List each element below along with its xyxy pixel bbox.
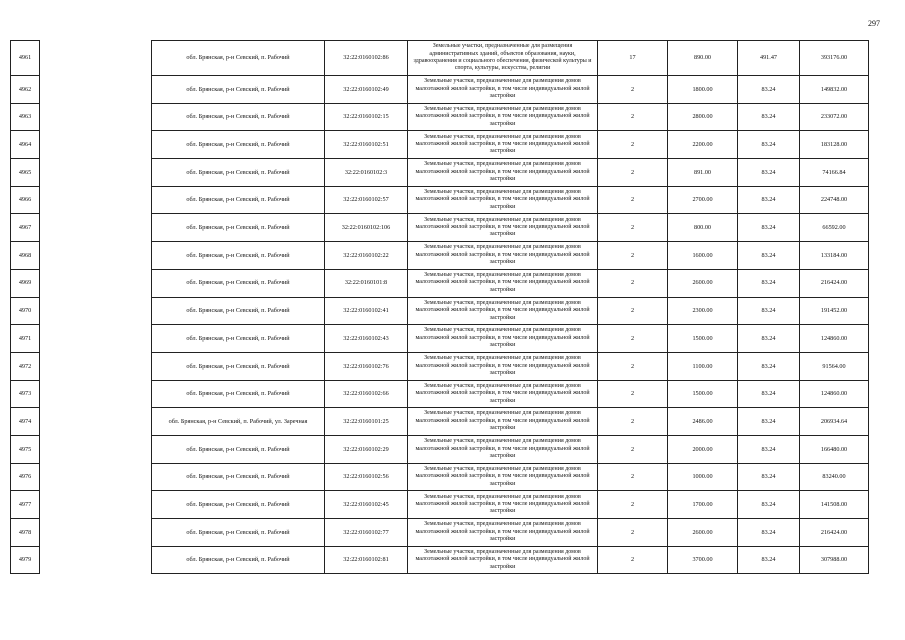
area-cell: 3700.00 <box>668 546 738 574</box>
specific-value-cell: 83.24 <box>738 103 800 131</box>
cadastral-value-cell: 66592.00 <box>800 214 869 242</box>
spacer-cell <box>40 131 152 159</box>
area-cell: 800.00 <box>668 214 738 242</box>
area-cell: 2600.00 <box>668 269 738 297</box>
cadastral-value-cell: 206934.64 <box>800 408 869 436</box>
table-row <box>11 352 869 380</box>
purpose-group-cell: 2 <box>598 242 668 270</box>
cadastral-value-table <box>10 40 869 574</box>
spacer-cell <box>40 380 152 408</box>
row-number-cell: 4978 <box>11 519 40 547</box>
area-cell: 1600.00 <box>668 242 738 270</box>
spacer-cell <box>40 297 152 325</box>
spacer-cell <box>40 546 152 574</box>
specific-value-cell: 83.24 <box>738 380 800 408</box>
row-number-cell: 4968 <box>11 242 40 270</box>
spacer-cell <box>40 76 152 104</box>
table-row <box>11 463 869 491</box>
purpose-group-cell: 2 <box>598 519 668 547</box>
address-cell: обл. Брянская, р-н Севский, п. Рабочий <box>152 463 325 491</box>
cadastral-value-cell: 149832.00 <box>800 76 869 104</box>
spacer-cell <box>40 519 152 547</box>
specific-value-cell: 83.24 <box>738 408 800 436</box>
table-row <box>11 103 869 131</box>
table-row <box>11 380 869 408</box>
cadastral-value-cell: 191452.00 <box>800 297 869 325</box>
page-number: 297 <box>868 19 880 28</box>
cadastral-number-cell: 32:22:0160102:45 <box>325 491 408 519</box>
spacer-cell <box>40 463 152 491</box>
table-row <box>11 76 869 104</box>
cadastral-number-cell: 32:22:0160102:49 <box>325 76 408 104</box>
spacer-cell <box>40 242 152 270</box>
cadastral-number-cell: 32:22:0160102:22 <box>325 242 408 270</box>
area-cell: 2486.00 <box>668 408 738 436</box>
row-number-cell: 4977 <box>11 491 40 519</box>
cadastral-value-cell: 133184.00 <box>800 242 869 270</box>
purpose-group-cell: 17 <box>598 41 668 76</box>
cadastral-number-cell: 32:22:0160102:29 <box>325 435 408 463</box>
table-row <box>11 159 869 187</box>
row-number-cell: 4961 <box>11 41 40 76</box>
row-number-cell: 4974 <box>11 408 40 436</box>
address-cell: обл. Брянская, р-н Севский, п. Рабочий <box>152 41 325 76</box>
specific-value-cell: 83.24 <box>738 352 800 380</box>
cadastral-value-cell: 224748.00 <box>800 186 869 214</box>
address-cell: обл. Брянская, р-н Севский, п. Рабочий <box>152 76 325 104</box>
cadastral-value-cell: 83240.00 <box>800 463 869 491</box>
specific-value-cell: 83.24 <box>738 325 800 353</box>
specific-value-cell: 83.24 <box>738 435 800 463</box>
purpose-group-cell: 2 <box>598 491 668 519</box>
area-cell: 1700.00 <box>668 491 738 519</box>
cadastral-value-cell: 74166.84 <box>800 159 869 187</box>
area-cell: 2000.00 <box>668 435 738 463</box>
area-cell: 1500.00 <box>668 380 738 408</box>
land-purpose-cell: Земельные участки, предназначенные для размещения домов малоэтажной жилой застройки, в том числе индивидуальной жилой застройки <box>408 297 598 325</box>
cadastral-number-cell: 32:22:0160102:76 <box>325 352 408 380</box>
cadastral-number-cell: 32:22:0160101:8 <box>325 269 408 297</box>
address-cell: обл. Брянская, р-н Севский, п. Рабочий <box>152 103 325 131</box>
cadastral-value-cell: 216424.00 <box>800 519 869 547</box>
address-cell: обл. Брянская, р-н Севский, п. Рабочий <box>152 242 325 270</box>
address-cell: обл. Брянская, р-н Севский, п. Рабочий <box>152 546 325 574</box>
cadastral-value-cell: 124860.00 <box>800 325 869 353</box>
row-number-cell: 4971 <box>11 325 40 353</box>
cadastral-value-cell: 216424.00 <box>800 269 869 297</box>
table-row <box>11 519 869 547</box>
land-purpose-cell: Земельные участки, предназначенные для размещения домов малоэтажной жилой застройки, в том числе индивидуальной жилой застройки <box>408 408 598 436</box>
purpose-group-cell: 2 <box>598 214 668 242</box>
address-cell: обл. Брянская, р-н Севский, п. Рабочий <box>152 297 325 325</box>
address-cell: обл. Брянская, р-н Севский, п. Рабочий <box>152 131 325 159</box>
cadastral-number-cell: 32:22:0160102:3 <box>325 159 408 187</box>
address-cell: обл. Брянская, р-н Севский, п. Рабочий <box>152 159 325 187</box>
land-purpose-cell: Земельные участки, предназначенные для размещения домов малоэтажной жилой застройки, в том числе индивидуальной жилой застройки <box>408 380 598 408</box>
cadastral-number-cell: 32:22:0160102:77 <box>325 519 408 547</box>
cadastral-value-cell: 124860.00 <box>800 380 869 408</box>
cadastral-number-cell: 32:22:0160102:43 <box>325 325 408 353</box>
land-purpose-cell: Земельные участки, предназначенные для размещения домов малоэтажной жилой застройки, в том числе индивидуальной жилой застройки <box>408 325 598 353</box>
table-body <box>11 41 869 574</box>
specific-value-cell: 83.24 <box>738 159 800 187</box>
address-cell: обл. Брянская, р-н Севский, п. Рабочий <box>152 352 325 380</box>
specific-value-cell: 83.24 <box>738 186 800 214</box>
land-purpose-cell: Земельные участки, предназначенные для размещения домов малоэтажной жилой застройки, в том числе индивидуальной жилой застройки <box>408 242 598 270</box>
table-row <box>11 297 869 325</box>
table-row <box>11 186 869 214</box>
land-purpose-cell: Земельные участки, предназначенные для размещения домов малоэтажной жилой застройки, в том числе индивидуальной жилой застройки <box>408 546 598 574</box>
area-cell: 1000.00 <box>668 463 738 491</box>
purpose-group-cell: 2 <box>598 103 668 131</box>
cadastral-number-cell: 32:22:0160102:66 <box>325 380 408 408</box>
area-cell: 2200.00 <box>668 131 738 159</box>
area-cell: 890.00 <box>668 41 738 76</box>
cadastral-number-cell: 32:22:0160102:81 <box>325 546 408 574</box>
purpose-group-cell: 2 <box>598 435 668 463</box>
land-purpose-cell: Земельные участки, предназначенные для размещения домов малоэтажной жилой застройки, в том числе индивидуальной жилой застройки <box>408 269 598 297</box>
address-cell: обл. Брянская, р-н Севский, п. Рабочий <box>152 325 325 353</box>
land-purpose-cell: Земельные участки, предназначенные для размещения домов малоэтажной жилой застройки, в том числе индивидуальной жилой застройки <box>408 103 598 131</box>
table-row <box>11 325 869 353</box>
table-row <box>11 131 869 159</box>
table-row <box>11 242 869 270</box>
cadastral-value-cell: 183128.00 <box>800 131 869 159</box>
cadastral-number-cell: 32:22:0160102:106 <box>325 214 408 242</box>
cadastral-value-cell: 166480.00 <box>800 435 869 463</box>
spacer-cell <box>40 214 152 242</box>
spacer-cell <box>40 491 152 519</box>
cadastral-number-cell: 32:22:0160102:56 <box>325 463 408 491</box>
area-cell: 2300.00 <box>668 297 738 325</box>
address-cell: обл. Брянская, р-н Севский, п. Рабочий <box>152 435 325 463</box>
purpose-group-cell: 2 <box>598 131 668 159</box>
row-number-cell: 4972 <box>11 352 40 380</box>
land-purpose-cell: Земельные участки, предназначенные для размещения домов малоэтажной жилой застройки, в том числе индивидуальной жилой застройки <box>408 491 598 519</box>
spacer-cell <box>40 435 152 463</box>
specific-value-cell: 83.24 <box>738 131 800 159</box>
cadastral-number-cell: 32:22:0160102:51 <box>325 131 408 159</box>
land-purpose-cell: Земельные участки, предназначенные для размещения домов малоэтажной жилой застройки, в том числе индивидуальной жилой застройки <box>408 131 598 159</box>
area-cell: 1100.00 <box>668 352 738 380</box>
purpose-group-cell: 2 <box>598 546 668 574</box>
address-cell: обл. Брянская, р-н Севский, п. Рабочий <box>152 186 325 214</box>
cadastral-number-cell: 32:22:0160102:57 <box>325 186 408 214</box>
address-cell: обл. Брянская, р-н Севский, п. Рабочий <box>152 519 325 547</box>
spacer-cell <box>40 269 152 297</box>
purpose-group-cell: 2 <box>598 159 668 187</box>
spacer-cell <box>40 103 152 131</box>
purpose-group-cell: 2 <box>598 463 668 491</box>
cadastral-value-cell: 233072.00 <box>800 103 869 131</box>
table-row <box>11 408 869 436</box>
table-row <box>11 41 869 76</box>
spacer-cell <box>40 159 152 187</box>
row-number-cell: 4973 <box>11 380 40 408</box>
cadastral-value-cell: 91564.00 <box>800 352 869 380</box>
specific-value-cell: 83.24 <box>738 76 800 104</box>
land-purpose-cell: Земельные участки, предназначенные для размещения домов малоэтажной жилой застройки, в том числе индивидуальной жилой застройки <box>408 519 598 547</box>
cadastral-value-cell: 307988.00 <box>800 546 869 574</box>
table-row <box>11 269 869 297</box>
land-purpose-cell: Земельные участки, предназначенные для размещения домов малоэтажной жилой застройки, в том числе индивидуальной жилой застройки <box>408 214 598 242</box>
spacer-cell <box>40 325 152 353</box>
row-number-cell: 4969 <box>11 269 40 297</box>
specific-value-cell: 83.24 <box>738 214 800 242</box>
spacer-cell <box>40 352 152 380</box>
row-number-cell: 4965 <box>11 159 40 187</box>
purpose-group-cell: 2 <box>598 352 668 380</box>
address-cell: обл. Брянская, р-н Севский, п. Рабочий <box>152 380 325 408</box>
purpose-group-cell: 2 <box>598 76 668 104</box>
specific-value-cell: 83.24 <box>738 242 800 270</box>
address-cell: обл. Брянская, р-н Севский, п. Рабочий <box>152 491 325 519</box>
specific-value-cell: 83.24 <box>738 269 800 297</box>
row-number-cell: 4963 <box>11 103 40 131</box>
specific-value-cell: 83.24 <box>738 297 800 325</box>
specific-value-cell: 83.24 <box>738 546 800 574</box>
row-number-cell: 4966 <box>11 186 40 214</box>
cadastral-number-cell: 32:22:0160101:25 <box>325 408 408 436</box>
purpose-group-cell: 2 <box>598 297 668 325</box>
area-cell: 1800.00 <box>668 76 738 104</box>
purpose-group-cell: 2 <box>598 408 668 436</box>
row-number-cell: 4975 <box>11 435 40 463</box>
area-cell: 1500.00 <box>668 325 738 353</box>
address-cell: обл. Брянская, р-н Севский, п. Рабочий, ул. Заречная <box>152 408 325 436</box>
spacer-cell <box>40 186 152 214</box>
area-cell: 2600.00 <box>668 519 738 547</box>
specific-value-cell: 491.47 <box>738 41 800 76</box>
area-cell: 891.00 <box>668 159 738 187</box>
table-row <box>11 214 869 242</box>
land-purpose-cell: Земельные участки, предназначенные для размещения домов малоэтажной жилой застройки, в том числе индивидуальной жилой застройки <box>408 435 598 463</box>
land-purpose-cell: Земельные участки, предназначенные для размещения домов малоэтажной жилой застройки, в том числе индивидуальной жилой застройки <box>408 186 598 214</box>
land-purpose-cell: Земельные участки, предназначенные для размещения домов малоэтажной жилой застройки, в том числе индивидуальной жилой застройки <box>408 159 598 187</box>
table-row <box>11 491 869 519</box>
row-number-cell: 4962 <box>11 76 40 104</box>
table-row <box>11 435 869 463</box>
purpose-group-cell: 2 <box>598 325 668 353</box>
cadastral-value-cell: 141508.00 <box>800 491 869 519</box>
purpose-group-cell: 2 <box>598 269 668 297</box>
area-cell: 2700.00 <box>668 186 738 214</box>
land-purpose-cell: Земельные участки, предназначенные для размещения домов малоэтажной жилой застройки, в том числе индивидуальной жилой застройки <box>408 463 598 491</box>
land-purpose-cell: Земельные участки, предназначенные для размещения административных зданий, объектов образования, науки, здравоохранения и социального обеспечения, физической культуры и спорта, культуры, искусства, религии <box>408 41 598 76</box>
spacer-cell <box>40 408 152 436</box>
cadastral-number-cell: 32:22:0160102:41 <box>325 297 408 325</box>
row-number-cell: 4964 <box>11 131 40 159</box>
specific-value-cell: 83.24 <box>738 463 800 491</box>
purpose-group-cell: 2 <box>598 380 668 408</box>
address-cell: обл. Брянская, р-н Севский, п. Рабочий <box>152 214 325 242</box>
cadastral-number-cell: 32:22:0160102:15 <box>325 103 408 131</box>
row-number-cell: 4979 <box>11 546 40 574</box>
land-purpose-cell: Земельные участки, предназначенные для размещения домов малоэтажной жилой застройки, в том числе индивидуальной жилой застройки <box>408 76 598 104</box>
area-cell: 2800.00 <box>668 103 738 131</box>
address-cell: обл. Брянская, р-н Севский, п. Рабочий <box>152 269 325 297</box>
row-number-cell: 4976 <box>11 463 40 491</box>
table-row <box>11 546 869 574</box>
land-purpose-cell: Земельные участки, предназначенные для размещения домов малоэтажной жилой застройки, в том числе индивидуальной жилой застройки <box>408 352 598 380</box>
specific-value-cell: 83.24 <box>738 491 800 519</box>
spacer-cell <box>40 41 152 76</box>
cadastral-number-cell: 32:22:0160102:86 <box>325 41 408 76</box>
row-number-cell: 4967 <box>11 214 40 242</box>
cadastral-value-cell: 393176.00 <box>800 41 869 76</box>
specific-value-cell: 83.24 <box>738 519 800 547</box>
purpose-group-cell: 2 <box>598 186 668 214</box>
row-number-cell: 4970 <box>11 297 40 325</box>
